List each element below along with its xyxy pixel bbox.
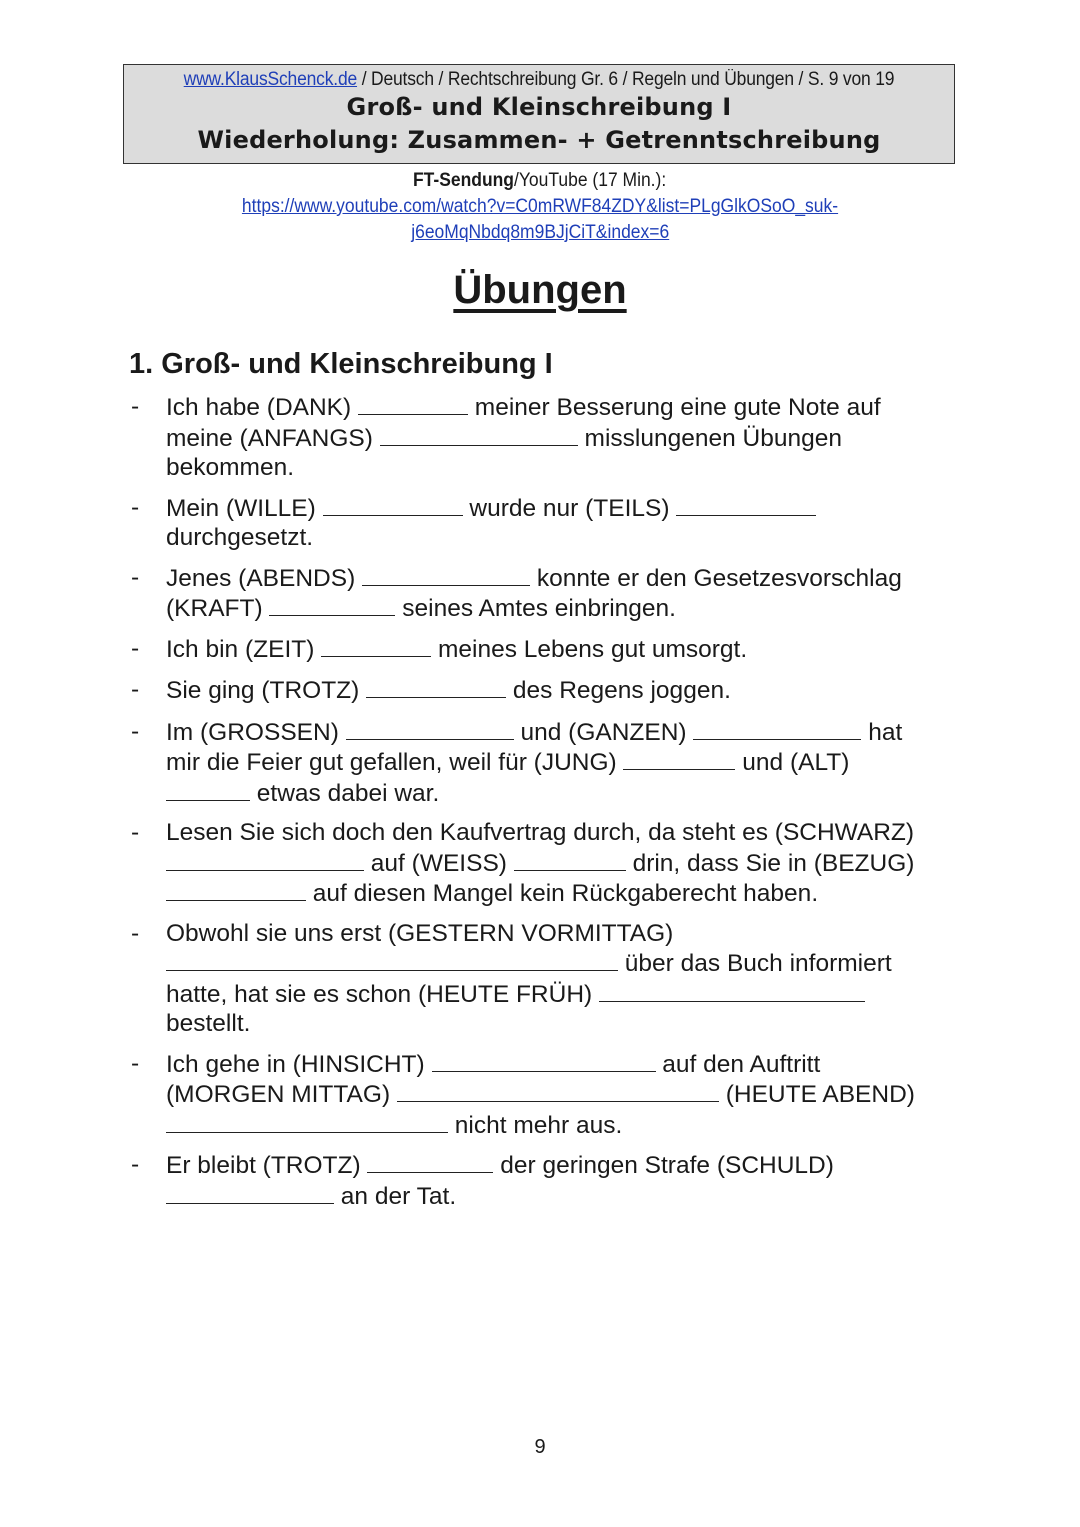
exercise-text: konnte er den Gesetzesvorschlag: [530, 564, 902, 592]
exercise-text: durchgesetzt.: [166, 524, 314, 551]
answer-blank[interactable]: [366, 675, 506, 698]
answer-blank[interactable]: [321, 634, 431, 657]
page-heading: Übungen: [453, 268, 627, 312]
exercise-text: meine (ANFANGS): [166, 424, 380, 452]
exercise-text: mir die Feier gut gefallen, weil für (JUNG): [166, 749, 624, 776]
exercise-item: [128, 675, 958, 706]
youtube-link-line1[interactable]: https://www.youtube.com/watch?v=C0mRWF84ZDY&list=PLgGlkOSoO_suk-: [241, 196, 839, 217]
exercise-text: Er bleibt (TROTZ): [166, 1152, 368, 1179]
ft-label-rest: /YouTube (17 Min.):: [514, 170, 667, 191]
answer-blank[interactable]: [269, 593, 395, 616]
exercise-text: misslungenen Übungen: [577, 424, 842, 452]
answer-blank[interactable]: [676, 493, 816, 516]
exercise-text: (HEUTE ABEND): [718, 1081, 915, 1108]
document-title: Groß- und Kleinschreibung I: [346, 93, 732, 121]
exercise-text: Jenes (ABENDS): [166, 564, 363, 592]
ft-label: [413, 168, 666, 194]
exercise-text: hat: [861, 718, 903, 746]
exercise-text: (KRAFT): [166, 595, 270, 622]
answer-blank[interactable]: [166, 778, 250, 801]
exercise-item: [128, 392, 958, 483]
exercise-text: über das Buch informiert: [618, 950, 892, 977]
exercise-item: [128, 1049, 958, 1141]
exercise-text: Mein (WILLE): [166, 494, 323, 522]
exercise-item: [128, 818, 958, 909]
exercise-text: des Regens joggen.: [506, 677, 731, 704]
answer-blank[interactable]: [514, 848, 626, 871]
answer-blank[interactable]: [380, 423, 578, 446]
answer-blank[interactable]: [599, 979, 865, 1002]
exercise-text: etwas dabei war.: [250, 779, 440, 807]
exercise-text: meiner Besserung eine gute Note auf: [468, 394, 881, 421]
exercise-text: hatte, hat sie es schon (HEUTE FRÜH): [166, 980, 599, 1008]
exercise-text: meines Lebens gut umsorgt.: [431, 635, 748, 663]
exercise-text: Obwohl sie uns erst (GESTERN VORMITTAG): [166, 919, 674, 947]
exercise-item: [128, 717, 958, 809]
answer-blank[interactable]: [432, 1049, 656, 1072]
exercise-text: auf (WEISS): [364, 849, 514, 877]
header-box: [123, 64, 955, 164]
exercise-item: [128, 493, 958, 553]
breadcrumb: / Deutsch / Rechtschreibung Gr. 6 / Regeln und Übungen / S. 9 von 19: [357, 69, 895, 90]
exercise-text: Ich bin (ZEIT): [166, 635, 322, 663]
answer-blank[interactable]: [358, 392, 468, 415]
exercise-text: (MORGEN MITTAG): [166, 1081, 397, 1108]
exercise-text: bekommen.: [166, 454, 295, 481]
ft-label-bold: FT-Sendung: [413, 170, 515, 191]
exercise-text: der geringen Strafe (SCHULD): [493, 1152, 834, 1179]
exercise-text: Lesen Sie sich doch den Kaufvertrag durch, da steht es (SCHWARZ): [166, 819, 915, 846]
exercise-item: [128, 1150, 958, 1211]
exercise-item: [128, 634, 958, 665]
exercise-text: Sie ging (TROTZ): [166, 677, 367, 704]
header-breadcrumb-line: [157, 69, 921, 91]
answer-blank[interactable]: [397, 1079, 719, 1102]
answer-blank[interactable]: [623, 747, 735, 770]
exercise-text: und (GANZEN): [513, 718, 694, 746]
exercise-text: drin, dass Sie in (BEZUG): [625, 849, 915, 877]
answer-blank[interactable]: [693, 717, 861, 740]
answer-blank[interactable]: [362, 563, 530, 586]
exercise-text: nicht mehr aus.: [448, 1111, 623, 1139]
exercise-text: auf den Auftritt: [655, 1050, 821, 1078]
ft-sendung-block: [0, 168, 1080, 246]
exercise-text: Ich habe (DANK): [166, 394, 358, 421]
exercise-text: wurde nur (TEILS): [462, 494, 677, 522]
site-link[interactable]: www.KlausSchenck.de: [183, 69, 358, 90]
exercise-text: an der Tat.: [334, 1182, 457, 1210]
answer-blank[interactable]: [166, 948, 618, 971]
exercise-text: Im (GROSSEN): [166, 718, 346, 746]
answer-blank[interactable]: [367, 1150, 493, 1173]
exercise-list: [128, 392, 958, 1211]
section-heading: 1. Groß- und Kleinschreibung I: [129, 348, 553, 380]
exercise-text: und (ALT): [735, 749, 850, 776]
answer-blank[interactable]: [166, 1110, 448, 1133]
answer-blank[interactable]: [166, 878, 306, 901]
document-subtitle: Wiederholung: Zusammen- + Getrenntschreibung: [197, 126, 881, 154]
answer-blank[interactable]: [166, 1181, 334, 1204]
exercise-text: seines Amtes einbringen.: [395, 595, 676, 622]
answer-blank[interactable]: [346, 717, 514, 740]
youtube-link-line2[interactable]: j6eoMqNbdq8m9BJjCiT&index=6: [411, 222, 669, 243]
exercise-item: [128, 563, 958, 624]
exercise-text: bestellt.: [166, 1010, 251, 1037]
exercise-text: auf diesen Mangel kein Rückgaberecht haben.: [306, 880, 819, 907]
answer-blank[interactable]: [166, 848, 364, 871]
exercise-text: Ich gehe in (HINSICHT): [166, 1050, 432, 1078]
exercise-item: [128, 919, 958, 1039]
answer-blank[interactable]: [323, 493, 463, 516]
page-number: 9: [534, 1436, 546, 1458]
